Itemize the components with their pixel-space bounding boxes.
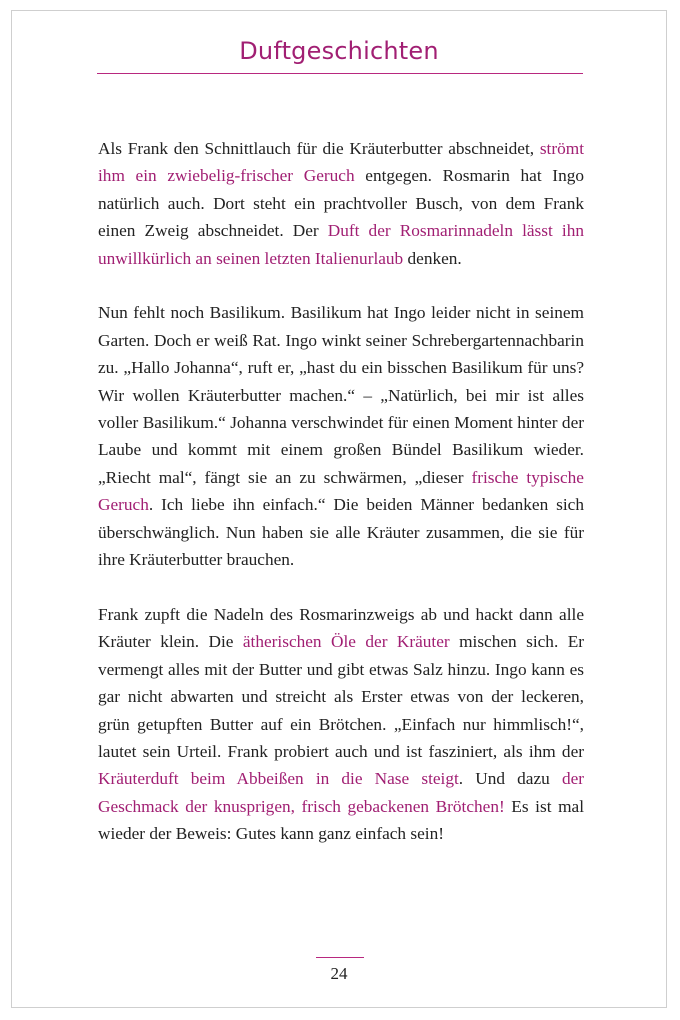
body-text xyxy=(98,135,584,875)
highlighted-phrase: ätherischen Öle der Kräuter xyxy=(242,632,450,652)
text-run: Es ist mal wieder der Beweis: Gutes kann ganz einfach sein! xyxy=(98,796,584,844)
text-run: Nun fehlt noch Basilikum. Basilikum hat Ingo leider nicht in seinem Garten. Doch er weiß Rat. Ingo winkt seiner Schrebergartennachbarin zu. „Hallo Johanna“, ruft er, „hast du ein bisschen Basilikum für uns? Wir wollen Kräuterbutter machen.“ – „Natürlich, bei mir ist alles voller Basilikum.“ Johanna verschwindet für einen Moment hinter der Laube und kommt mit einem großen Bündel Basilikum wieder. „Riecht mal“, fängt sie an zu schwärmen, „dieser xyxy=(98,303,584,487)
text-run: denken. xyxy=(403,248,462,268)
highlighted-phrase: Duft der Rosmarinnadeln lässt ihn unwillkürlich an seinen letzten Italienurlaub xyxy=(98,221,584,268)
text-run: mischen sich. Er vermengt alles mit der Butter und gibt etwas Salz hinzu. Ingo kann es gar nicht abwarten und streicht als Erster etwas von der leckeren, grün getupften Butter auf ein Brötchen. „Einfach nur himmlisch!“, lautet sein Urteil. Frank probiert auch und ist fasziniert, als ihm der xyxy=(98,632,584,761)
paragraph-2 xyxy=(98,299,584,573)
paragraph-3 xyxy=(98,601,584,848)
text-run: Frank zupft die Nadeln des Rosmarinzweigs ab und hackt dann alle Kräuter klein. Die xyxy=(98,604,584,652)
header-divider xyxy=(97,73,583,74)
text-run: . Ich liebe ihn einfach.“ Die beiden Männer bedanken sich überschwänglich. Nun haben sie alle Kräuter zusammen, die sie für ihre Kräuterbutter brauchen. xyxy=(98,495,584,570)
text-run: Als Frank den Schnittlauch für die Kräuterbutter abschneidet, xyxy=(98,139,540,158)
text-run: entgegen. Rosmarin hat Ingo natürlich auch. Dort steht ein prachtvoller Busch, von dem Frank einen Zweig abschneidet. Der xyxy=(98,166,584,241)
chapter-title: Duftgeschichten xyxy=(239,37,439,65)
book-page xyxy=(11,10,667,1008)
highlighted-phrase: frische typische Geruch xyxy=(98,467,584,515)
footer-divider xyxy=(316,957,364,958)
text-run: . Und dazu xyxy=(458,769,562,789)
paragraph-1 xyxy=(98,135,584,272)
highlighted-phrase: der Geschmack der knusprigen, frisch gebackenen Brötchen! xyxy=(98,769,585,816)
page-number: 24 xyxy=(330,964,348,983)
highlighted-phrase: strömt ihm ein zwiebelig-frischer Geruch xyxy=(98,139,584,186)
highlighted-phrase: Kräuterduft beim Abbeißen in die Nase steigt xyxy=(98,769,459,789)
